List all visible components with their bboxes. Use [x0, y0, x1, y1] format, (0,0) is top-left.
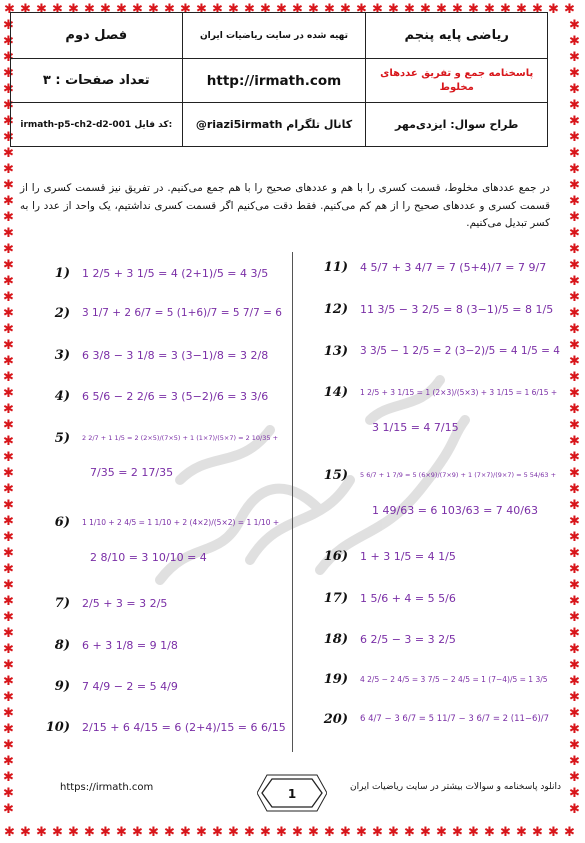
problem-solution: 2/15 + 6 4/15 = 6 (2+4)/15 = 6 6/15	[82, 720, 286, 734]
border-star-icon: ✱	[3, 162, 14, 177]
problem-number: 3)	[54, 347, 70, 363]
border-star-icon: ✱	[569, 98, 580, 113]
border-star-icon: ✱	[244, 2, 255, 17]
border-star-icon: ✱	[100, 825, 111, 840]
border-star-icon: ✱	[569, 562, 580, 577]
border-star-icon: ✱	[340, 2, 351, 17]
border-star-icon: ✱	[68, 825, 79, 840]
border-star-icon: ✱	[436, 2, 447, 17]
problem-solution-continued: 3 1/15 = 4 7/15	[372, 421, 459, 434]
border-star-icon: ✱	[3, 514, 14, 529]
border-star-icon: ✱	[3, 82, 14, 97]
border-star-icon: ✱	[52, 2, 63, 17]
border-star-icon: ✱	[36, 825, 47, 840]
border-star-icon: ✱	[569, 706, 580, 721]
problem-number: 20)	[323, 711, 348, 727]
border-star-icon: ✱	[3, 242, 14, 257]
border-star-icon: ✱	[308, 825, 319, 840]
problem-solution: 1 1/10 + 2 4/5 = 1 1/10 + 2 (4×2)/(5×2) = 1 1/10 +	[82, 517, 280, 527]
border-star-icon: ✱	[3, 194, 14, 209]
border-star-icon: ✱	[3, 674, 14, 689]
border-star-icon: ✱	[212, 825, 223, 840]
problem-item	[40, 300, 282, 326]
border-star-icon: ✱	[3, 530, 14, 545]
border-star-icon: ✱	[372, 2, 383, 17]
problem-item	[318, 462, 556, 488]
telegram-handle[interactable]: @riazi5irmath	[195, 118, 283, 131]
border-star-icon: ✱	[3, 626, 14, 641]
problem-number: 2)	[54, 305, 70, 321]
border-star-icon: ✱	[3, 658, 14, 673]
page-count: تعداد صفحات : ۳	[11, 59, 183, 103]
border-star-icon: ✱	[308, 2, 319, 17]
border-star-icon: ✱	[292, 2, 303, 17]
border-star-icon: ✱	[468, 825, 479, 840]
problem-solution: 5 6/7 + 1 7/9 = 5 (6×9)/(7×9) + 1 (7×7)/(9×7) = 5 54/63 +	[360, 471, 557, 479]
border-star-icon: ✱	[569, 498, 580, 513]
prepared-by-label: تهیه شده در سایت ریاضیات ایران	[182, 13, 366, 59]
border-star-icon: ✱	[569, 242, 580, 257]
border-star-icon: ✱	[244, 825, 255, 840]
border-star-icon: ✱	[569, 802, 580, 817]
border-star-icon: ✱	[3, 786, 14, 801]
border-star-icon: ✱	[3, 290, 14, 305]
problem-solution: 6 3/8 − 3 1/8 = 3 (3−1)/8 = 3 2/8	[82, 348, 269, 362]
border-star-icon: ✱	[3, 66, 14, 81]
problem-number: 19)	[323, 671, 348, 687]
problem-solution: 2 2/7 + 1 1/5 = 2 (2×5)/(7×5) + 1 (1×7)/(5×7) = 2 10/35 +	[82, 434, 279, 442]
problem-solution-continued: 7/35 = 2 17/35	[90, 466, 174, 479]
border-star-icon: ✱	[3, 402, 14, 417]
border-star-icon: ✱	[3, 754, 14, 769]
border-star-icon: ✱	[420, 2, 431, 17]
border-star-icon: ✱	[3, 578, 14, 593]
border-star-icon: ✱	[548, 2, 559, 17]
problem-number: 14)	[323, 384, 348, 400]
border-star-icon: ✱	[569, 386, 580, 401]
border-star-icon: ✱	[52, 825, 63, 840]
problem-solution: 2/5 + 3 = 3 2/5	[82, 596, 168, 610]
border-star-icon: ✱	[3, 770, 14, 785]
border-star-icon: ✱	[569, 546, 580, 561]
border-star-icon: ✱	[3, 802, 14, 817]
problem-number: 12)	[323, 301, 348, 317]
page-number: 1	[287, 787, 297, 801]
border-star-icon: ✱	[116, 2, 127, 17]
border-star-icon: ✱	[356, 2, 367, 17]
border-star-icon: ✱	[569, 402, 580, 417]
border-star-icon: ✱	[324, 2, 335, 17]
problem-number: 18)	[323, 631, 348, 647]
border-star-icon: ✱	[569, 114, 580, 129]
border-star-icon: ✱	[569, 130, 580, 145]
problem-item	[40, 673, 178, 699]
border-star-icon: ✱	[484, 825, 495, 840]
border-star-icon: ✱	[3, 146, 14, 161]
border-star-icon: ✱	[569, 626, 580, 641]
border-star-icon: ✱	[84, 825, 95, 840]
problem-solution: 6 5/6 − 2 2/6 = 3 (5−2)/6 = 3 3/6	[82, 389, 269, 403]
border-star-icon: ✱	[569, 258, 580, 273]
grade-title: ریاضی پایه پنجم	[366, 13, 548, 59]
telegram-channel[interactable]	[182, 103, 366, 147]
border-star-icon: ✱	[116, 825, 127, 840]
border-star-icon: ✱	[3, 322, 14, 337]
problem-number: 1)	[54, 265, 70, 281]
border-star-icon: ✱	[564, 825, 575, 840]
border-star-icon: ✱	[228, 2, 239, 17]
border-star-icon: ✱	[569, 290, 580, 305]
file-code	[11, 103, 183, 147]
problem-number: 7)	[54, 595, 70, 611]
border-star-icon: ✱	[3, 226, 14, 241]
border-star-icon: ✱	[148, 2, 159, 17]
border-star-icon: ✱	[324, 825, 335, 840]
border-star-icon: ✱	[569, 210, 580, 225]
border-star-icon: ✱	[100, 2, 111, 17]
border-star-icon: ✱	[3, 50, 14, 65]
problem-item	[318, 585, 456, 611]
border-star-icon: ✱	[3, 258, 14, 273]
problem-solution: 1 2/5 + 3 1/15 = 1 (2×3)/(5×3) + 3 1/15 = 1 6/15 +	[360, 387, 558, 397]
problem-item	[318, 706, 549, 732]
border-star-icon: ✱	[569, 34, 580, 49]
footer-url[interactable]: https://irmath.com	[60, 782, 154, 793]
border-star-icon: ✱	[3, 594, 14, 609]
border-star-icon: ✱	[276, 825, 287, 840]
footer-download-text: دانلود پاسخنامه و سوالات بیشتر در سایت ریاضیات ایران	[350, 782, 562, 792]
problem-solution-continued: 1 49/63 = 6 103/63 = 7 40/63	[372, 504, 539, 517]
border-star-icon: ✱	[569, 18, 580, 33]
problem-item	[40, 342, 268, 368]
border-star-icon: ✱	[569, 434, 580, 449]
border-star-icon: ✱	[404, 2, 415, 17]
border-star-icon: ✱	[3, 546, 14, 561]
border-star-icon: ✱	[3, 370, 14, 385]
problem-solution: 6 + 3 1/8 = 9 1/8	[82, 638, 178, 652]
problem-item	[318, 379, 557, 405]
problem-item	[40, 632, 178, 658]
border-star-icon: ✱	[569, 786, 580, 801]
site-url[interactable]: http://irmath.com	[182, 59, 366, 103]
border-star-icon: ✱	[569, 322, 580, 337]
border-star-icon: ✱	[484, 2, 495, 17]
border-star-icon: ✱	[68, 2, 79, 17]
border-star-icon: ✱	[196, 825, 207, 840]
border-star-icon: ✱	[468, 2, 479, 17]
border-star-icon: ✱	[569, 466, 580, 481]
border-star-icon: ✱	[180, 825, 191, 840]
border-star-icon: ✱	[569, 482, 580, 497]
border-star-icon: ✱	[388, 825, 399, 840]
problem-item	[40, 714, 286, 740]
problem-item	[318, 543, 456, 569]
border-star-icon: ✱	[452, 825, 463, 840]
border-star-icon: ✱	[569, 514, 580, 529]
column-divider	[292, 252, 293, 752]
border-star-icon: ✱	[569, 418, 580, 433]
border-star-icon: ✱	[196, 2, 207, 17]
problem-item	[40, 383, 268, 409]
border-star-icon: ✱	[3, 338, 14, 353]
border-star-icon: ✱	[569, 274, 580, 289]
border-star-icon: ✱	[36, 2, 47, 17]
border-star-icon: ✱	[3, 706, 14, 721]
border-star-icon: ✱	[569, 770, 580, 785]
border-star-icon: ✱	[180, 2, 191, 17]
designer-label: طراح سوال: ایزدی‌مهر	[366, 103, 548, 147]
border-star-icon: ✱	[569, 194, 580, 209]
border-star-icon: ✱	[569, 354, 580, 369]
border-star-icon: ✱	[3, 18, 14, 33]
border-star-icon: ✱	[569, 690, 580, 705]
border-star-icon: ✱	[3, 306, 14, 321]
problem-number: 8)	[54, 637, 70, 653]
border-star-icon: ✱	[3, 642, 14, 657]
border-star-icon: ✱	[500, 2, 511, 17]
border-star-icon: ✱	[532, 2, 543, 17]
border-star-icon: ✱	[500, 825, 511, 840]
border-star-icon: ✱	[569, 50, 580, 65]
border-star-icon: ✱	[564, 2, 575, 17]
telegram-label: کانال تلگرام	[286, 118, 353, 131]
border-star-icon: ✱	[3, 610, 14, 625]
header-table	[10, 12, 548, 147]
problem-item	[40, 509, 279, 535]
border-star-icon: ✱	[228, 825, 239, 840]
problem-solution: 1 + 3 1/5 = 4 1/5	[360, 549, 456, 563]
border-star-icon: ✱	[3, 738, 14, 753]
border-star-icon: ✱	[260, 2, 271, 17]
border-star-icon: ✱	[3, 450, 14, 465]
problem-number: 9)	[54, 678, 70, 694]
file-code-label: کد فایل:	[134, 119, 173, 130]
border-star-icon: ✱	[420, 825, 431, 840]
border-star-icon: ✱	[3, 354, 14, 369]
border-star-icon: ✱	[569, 178, 580, 193]
problem-solution: 3 3/5 − 1 2/5 = 2 (3−2)/5 = 4 1/5 = 4	[360, 345, 560, 357]
border-star-icon: ✱	[20, 2, 31, 17]
border-star-icon: ✱	[3, 130, 14, 145]
border-star-icon: ✱	[569, 226, 580, 241]
problem-solution: 4 2/5 − 2 4/5 = 3 7/5 − 2 4/5 = 1 (7−4)/5 = 1 3/5	[360, 674, 548, 684]
border-star-icon: ✱	[452, 2, 463, 17]
border-star-icon: ✱	[3, 482, 14, 497]
problem-number: 6)	[54, 514, 70, 530]
problem-item	[40, 425, 278, 451]
border-star-icon: ✱	[164, 825, 175, 840]
border-star-icon: ✱	[84, 2, 95, 17]
intro-paragraph: در جمع عددهای مخلوط، قسمت کسری را با هم و عددهای صحیح را با هم جمع می‌کنیم. در تفریق نیز قسمت کسری را از قسمت کسری و عددهای صحیح را از هم کم می‌کنیم. فقط دقت می‌کنیم اگر قسمت کسری نداشتیم، یک واحد از عدد را به کسر تبدیل می‌کنیم.	[20, 182, 550, 229]
border-star-icon: ✱	[569, 722, 580, 737]
problem-item	[40, 590, 167, 616]
border-star-icon: ✱	[3, 690, 14, 705]
border-star-icon: ✱	[356, 825, 367, 840]
topic-title: پاسخنامه جمع و تفریق عددهای مخلوط	[366, 59, 548, 103]
border-star-icon: ✱	[3, 562, 14, 577]
border-star-icon: ✱	[516, 825, 527, 840]
border-star-icon: ✱	[260, 825, 271, 840]
border-star-icon: ✱	[569, 146, 580, 161]
problem-solution: 3 1/7 + 2 6/7 = 5 (1+6)/7 = 5 7/7 = 6	[82, 307, 282, 319]
border-star-icon: ✱	[20, 825, 31, 840]
border-star-icon: ✱	[569, 610, 580, 625]
border-star-icon: ✱	[4, 825, 15, 840]
problem-item	[318, 626, 456, 652]
problem-solution: 11 3/5 − 3 2/5 = 8 (3−1)/5 = 8 1/5	[360, 302, 554, 316]
border-star-icon: ✱	[569, 82, 580, 97]
border-star-icon: ✱	[569, 594, 580, 609]
problem-item	[318, 666, 548, 692]
problem-number: 11)	[323, 259, 348, 275]
border-star-icon: ✱	[569, 338, 580, 353]
problem-number: 10)	[45, 719, 70, 735]
border-star-icon: ✱	[569, 66, 580, 81]
border-star-icon: ✱	[3, 210, 14, 225]
problem-solution: 4 5/7 + 3 4/7 = 7 (5+4)/7 = 7 9/7	[360, 260, 547, 274]
problem-number: 16)	[323, 548, 348, 564]
problem-solution: 6 4/7 − 3 6/7 = 5 11/7 − 3 6/7 = 2 (11−6)/7	[360, 714, 550, 724]
border-star-icon: ✱	[569, 754, 580, 769]
problem-solution-continued: 2 8/10 = 3 10/10 = 4	[90, 551, 207, 564]
problem-number: 15)	[323, 467, 348, 483]
border-star-icon: ✱	[3, 418, 14, 433]
border-star-icon: ✱	[3, 498, 14, 513]
border-star-icon: ✱	[276, 2, 287, 17]
border-star-icon: ✱	[3, 466, 14, 481]
border-star-icon: ✱	[548, 825, 559, 840]
problem-solution: 7 4/9 − 2 = 5 4/9	[82, 679, 178, 693]
border-star-icon: ✱	[569, 738, 580, 753]
border-star-icon: ✱	[569, 642, 580, 657]
chapter-label: فصل دوم	[11, 13, 183, 59]
problem-item	[40, 260, 268, 286]
border-star-icon: ✱	[164, 2, 175, 17]
border-star-icon: ✱	[3, 434, 14, 449]
border-star-icon: ✱	[569, 658, 580, 673]
border-star-icon: ✱	[569, 306, 580, 321]
border-star-icon: ✱	[3, 34, 14, 49]
border-star-icon: ✱	[3, 386, 14, 401]
border-star-icon: ✱	[569, 370, 580, 385]
problem-number: 5)	[54, 430, 70, 446]
border-star-icon: ✱	[388, 2, 399, 17]
border-star-icon: ✱	[148, 825, 159, 840]
border-star-icon: ✱	[372, 825, 383, 840]
problem-solution: 1 2/5 + 3 1/5 = 4 (2+1)/5 = 4 3/5	[82, 266, 269, 280]
file-code-value: irmath-p5-ch2-d2-001	[20, 119, 132, 130]
problem-solution: 1 5/6 + 4 = 5 5/6	[360, 591, 456, 605]
border-star-icon: ✱	[3, 722, 14, 737]
border-star-icon: ✱	[212, 2, 223, 17]
border-star-icon: ✱	[132, 825, 143, 840]
border-star-icon: ✱	[3, 98, 14, 113]
border-star-icon: ✱	[3, 274, 14, 289]
border-star-icon: ✱	[132, 2, 143, 17]
problem-solution: 6 2/5 − 3 = 3 2/5	[360, 632, 456, 646]
border-star-icon: ✱	[436, 825, 447, 840]
border-star-icon: ✱	[569, 162, 580, 177]
border-star-icon: ✱	[404, 825, 415, 840]
border-star-icon: ✱	[4, 2, 15, 17]
border-star-icon: ✱	[569, 578, 580, 593]
border-star-icon: ✱	[569, 450, 580, 465]
border-star-icon: ✱	[532, 825, 543, 840]
border-star-icon: ✱	[292, 825, 303, 840]
border-star-icon: ✱	[340, 825, 351, 840]
border-star-icon: ✱	[516, 2, 527, 17]
problem-item	[318, 254, 546, 280]
border-star-icon: ✱	[3, 178, 14, 193]
border-star-icon: ✱	[3, 114, 14, 129]
border-star-icon: ✱	[569, 674, 580, 689]
problem-number: 13)	[323, 343, 348, 359]
problem-number: 4)	[54, 388, 70, 404]
border-star-icon: ✱	[569, 530, 580, 545]
problem-number: 17)	[323, 590, 348, 606]
problem-item	[318, 296, 553, 322]
problem-item	[318, 338, 560, 364]
